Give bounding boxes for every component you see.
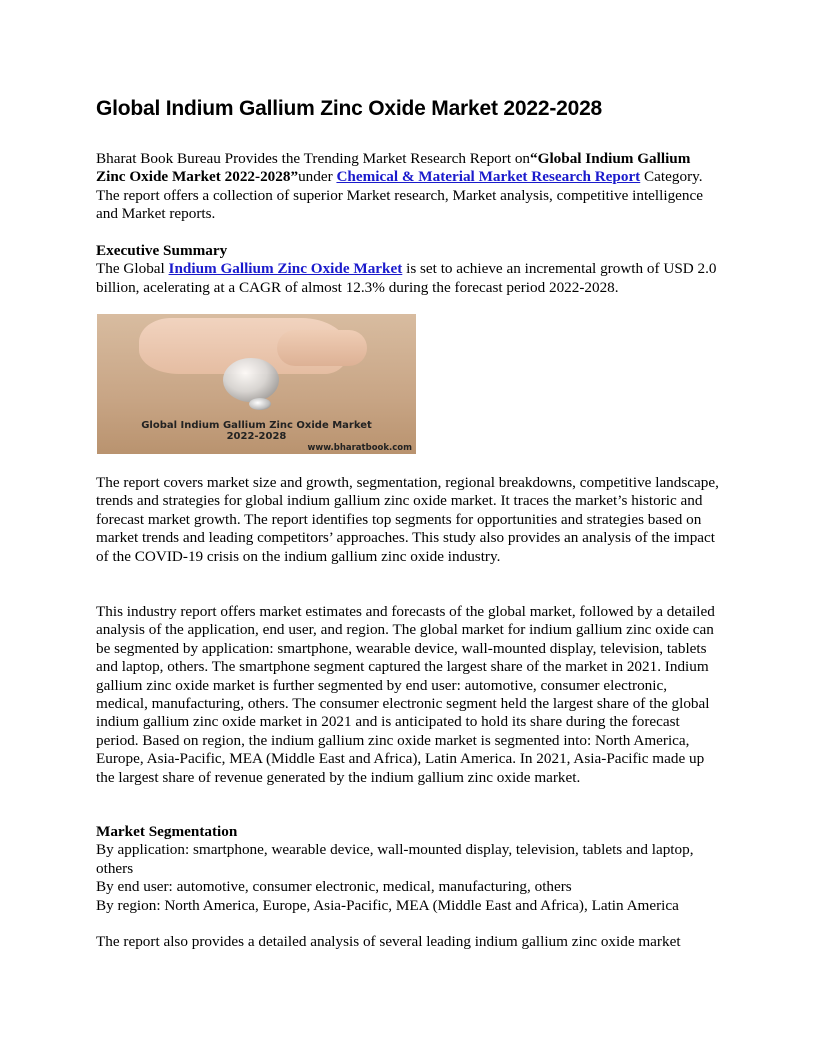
segment-by-region: By region: North America, Europe, Asia-Pacific, MEA (Middle East and Africa), Latin America <box>96 896 679 914</box>
coverage-paragraph: The report covers market size and growth, segmentation, regional breakdowns, competitive landscape, trends and strategies for global indium gallium zinc oxide market. It traces the market’s historic and forecast market growth. The report identifies top segments for opportunities and strategies based on market trends and leading competitors’ approaches. This study also provides an analysis of the impact of the COVID-19 crisis on the indium gallium zinc oxide industry. <box>96 474 719 565</box>
report-name: “Global Indium Gallium Zinc Oxide Market 2022-2028” <box>96 150 691 186</box>
report-cover-image <box>97 314 416 454</box>
segment-by-end-user: By end user: automotive, consumer electronic, medical, manufacturing, others <box>96 878 572 896</box>
executive-summary-heading: Executive Summary <box>96 242 228 259</box>
intro-paragraph <box>96 150 721 224</box>
segment-by-application: By application: smartphone, wearable device, wall-mounted display, television, tablets and laptop, others <box>96 841 694 877</box>
liquid-drop-shape <box>223 358 279 402</box>
image-caption <box>97 420 416 442</box>
executive-summary <box>96 242 721 297</box>
intro-prefix: Bharat Book Bureau Provides the Trending Market Research Report on <box>96 150 531 167</box>
small-drop-shape <box>249 398 271 410</box>
image-url: www.bharatbook.com <box>307 443 412 453</box>
image-caption-line2: 2022-2028 <box>226 431 287 442</box>
category-link[interactable]: Chemical & Material Market Research Report <box>336 168 641 186</box>
executive-summary-suffix: is set to achieve an incremental growth of USD 2.0 billion, acelerating at a CAGR of almost 12.3% during the forecast period 2022-2028. <box>96 260 717 296</box>
intro-under: under <box>298 168 337 186</box>
page-title: Global Indium Gallium Zinc Oxide Market 2022-2028 <box>96 97 603 120</box>
market-link[interactable]: Indium Gallium Zinc Oxide Market <box>168 260 403 278</box>
industry-paragraph: This industry report offers market estimates and forecasts of the global market, followed by a detailed analysis of the application, end user, and region. The global market for indium gallium zinc oxide can be segmented by application: smartphone, wearable device, wall-mounted display, television, tablets and laptop, others. The smartphone segment captured the largest share of the market in 2021. Indium gallium zinc oxide market is further segmented by end user: automotive, consumer electronic, medical, manufacturing, others. The consumer electronic segment held the largest share of the global indium gallium zinc oxide market in 2021 and is anticipated to hold its share during the forecast period. Based on region, the indium gallium zinc oxide market is segmented into: North America, Europe, Asia-Pacific, MEA (Middle East and Africa), Latin America. In 2021, Asia-Pacific made up the largest share of revenue generated by the indium gallium zinc oxide market. <box>96 603 715 786</box>
market-segmentation <box>96 823 721 915</box>
executive-summary-prefix: The Global <box>96 260 169 278</box>
final-paragraph: The report also provides a detailed analysis of several leading indium gallium zinc oxide market <box>96 933 681 950</box>
intro-suffix: Category. The report offers a collection of superior Market research, Market analysis, competitive intelligence and Market reports. <box>96 168 703 223</box>
finger-shape <box>277 330 367 366</box>
segmentation-heading: Market Segmentation <box>96 823 238 840</box>
image-caption-line1: Global Indium Gallium Zinc Oxide Market <box>141 420 372 431</box>
